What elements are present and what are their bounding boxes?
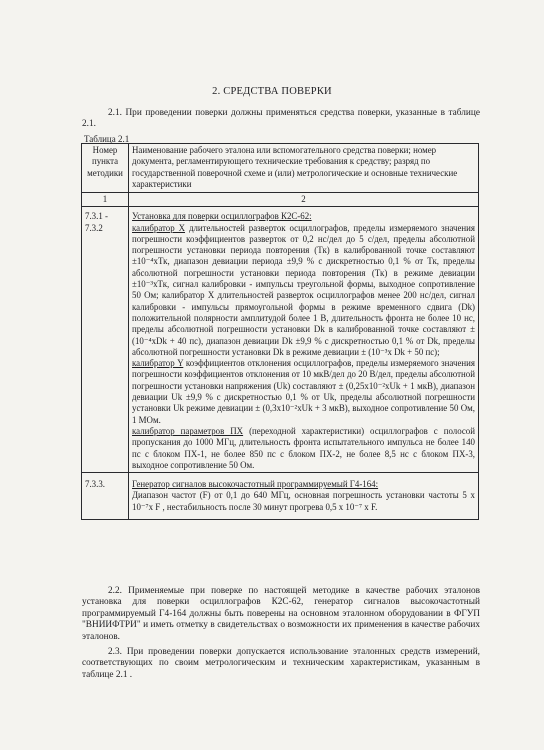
calibrator-transient-text: (переходной характеристики) осциллографов с полосой пропускания до 1000 МГц, длительность фронта испытательного импульса не более 140 пс с блоком ПХ-1, не более 850 пс с блоком ПХ-2, не более 8,5 нс с блоком ПХ-3, выходное сопротивление 50 Ом.	[132, 425, 475, 470]
row2-title: Генератор сигналов высокочастотный программируемый Г4-164:	[132, 479, 379, 490]
colnum-1: 1	[82, 193, 129, 207]
table-colnum-row	[82, 193, 479, 207]
section-title: 2. СРЕДСТВА ПОВЕРКИ	[212, 86, 332, 97]
table-header-row	[82, 144, 479, 193]
paragraph-2-1: 2.1. При проведении поверки должны применяться средства поверки, указанные в таблице 2.1.	[82, 108, 480, 130]
header-col-number: Номер пункта методики	[82, 144, 129, 193]
table-caption: Таблица 2.1	[84, 134, 130, 144]
row2-description	[129, 473, 479, 520]
table-row	[82, 473, 479, 520]
calibrator-y-text: коэффициентов отклонения осциллографов, пределы измеряемого значения погрешности коэффициентов отклонения от 10 мкВ/дел до 20 В/дел, пределы абсолютной погрешности установки напряжения (Uk) составляют ± (0,25х10⁻²хUk + 1 мкВ), диапазон девиации Uk ±9,9 % с дискретностью 0,1 % от Uk, пределы абсолютной погрешности установки Uk режиме девиации ± (0,3х10⁻²хUk + 3 мкВ), выходное сопротивление 50 Ом, 1 МОм.	[132, 358, 475, 425]
paragraph-2-2: 2.2. Применяемые при поверке по настоящей методике в качестве рабочих эталонов установка для поверки осциллографов К2С-62, генератор сигналов высокочастотный программируемый Г4-164 должны быть поверены на основном эталонном оборудовании в ФГУП "ВНИИФТРИ" и иметь отметку в свидетельствах о возможности их применения в качестве рабочих эталонов.	[82, 586, 480, 642]
header-col-description: Наименование рабочего эталона или вспомогательного средства поверки; номер документа, регламентирующего технические требования к средству; разряд по государственной поверочной схеме и (или) метрологические и основные технические характеристики	[129, 144, 479, 193]
row2-item-number: 7.3.3.	[82, 473, 129, 520]
equipment-table	[81, 143, 479, 520]
table-row	[82, 207, 479, 473]
row1-item-number: 7.3.1 - 7.3.2	[82, 207, 129, 473]
row1-title: Установка для поверки осциллографов К2С-62:	[132, 211, 312, 222]
calibrator-y-label: калибратор Y	[132, 358, 184, 369]
calibrator-x-text: длительностей разверток осциллографов, пределы измеряемого значения погрешности коэффициентов разверток от 0,2 нс/дел до 5 с/дел, пределы абсолютной погрешности установки периода повторения (Тк) в калиброванной точке составляют ±10⁻⁴хТк, диапазон девиации периода ±9,9 % с дискретностью 0,1 % от Тк, пределы абсолютной погрешности установки периода повторения (Тк) в режиме девиации ±10⁻³хТк, сигнал калибровки - импульсы треугольной формы, выходное сопротивление 50 Ом; калибратор Х длительностей разверток осциллографов менее 200 нс/дел, сигнал калибровки - импульсы прямоугольной формы в режиме временного сдвига (Dk) положительной полярности амплитудой более 1 В, длительность фронта не более 10 нс, пределы абсолютной погрешности установки Dk в калиброванной точке составляют ± (10⁻⁴хDk + 40 пс), диапазон девиации Dk ±9,9 % с дискретностью 0,1 % от Dk, пределы абсолютной погрешности установки Dk в режиме девиации ± (10⁻³х Dk + 50 пс);	[132, 222, 476, 357]
colnum-2: 2	[129, 193, 479, 207]
row2-text: Диапазон частот (F) от 0,1 до 640 МГц, основная погрешность установки частоты 5 х 10⁻⁷х F , нестабильность после 30 минут прогрева 0,5 х 10⁻⁷ х F.	[132, 490, 475, 512]
calibrator-x-label: калибратор X	[132, 222, 186, 233]
row1-description	[129, 207, 479, 473]
paragraph-2-3: 2.3. При проведении поверки допускается использование эталонных средств измерений, соответствующих по своим метрологическим и техническим характеристикам, указанным в таблице 2.1 .	[82, 647, 480, 680]
calibrator-transient-label: калибратор параметров ПХ	[132, 425, 244, 436]
